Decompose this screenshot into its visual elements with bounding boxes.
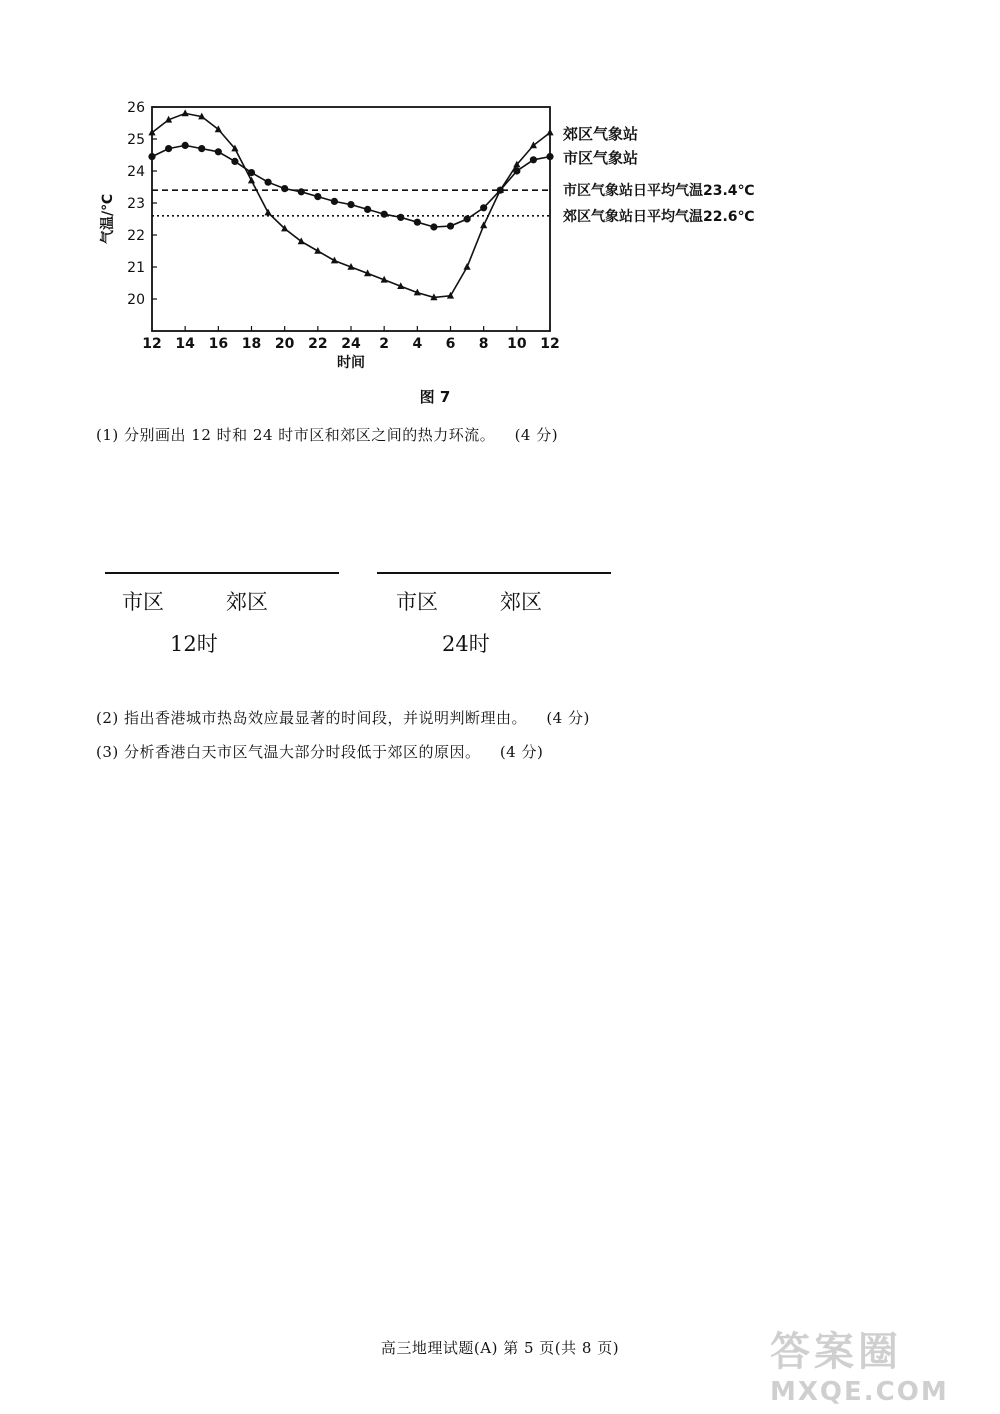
watermark-logo [770,1320,990,1410]
question-3-score: (4 分) [499,743,544,761]
series-label-1: 郊区气象站 [563,125,639,143]
question-1 [96,424,558,445]
figure-caption: 图 7 [419,388,451,406]
page-footer: 高三地理试题(A) 第 5 页(共 8 页) [380,1339,620,1357]
data-point-triangle [530,141,537,148]
reference-line-label-2: 郊区气象站日平均气温22.6℃ [563,208,755,225]
watermark-url: MXQE.COM [770,1377,949,1407]
y-tick-label: 24 [127,164,145,180]
data-point-triangle [463,263,470,270]
data-point-circle [530,156,537,163]
data-point-circle [513,167,520,174]
x-tick-label: 22 [308,336,328,352]
y-tick-label: 23 [127,196,145,212]
data-point-triangle [298,237,305,244]
data-point-circle [546,153,553,160]
question-1-score: (4 分) [514,426,559,444]
x-tick-label: 8 [478,336,489,352]
data-point-circle [314,193,321,200]
question-1-text: 分别画出 12 时和 24 时市区和郊区之间的热力环流。 [124,426,496,444]
data-point-circle [347,201,354,208]
data-point-circle [264,179,271,186]
y-tick-label: 22 [127,228,145,244]
x-tick-label: 10 [507,336,527,352]
data-point-triangle [215,125,222,132]
question-3-number: (3) [96,743,119,761]
question-2-score: (4 分) [546,709,590,727]
x-tick-label: 4 [412,336,423,352]
y-tick-label: 21 [127,260,145,276]
watermark-title: 答案圈 [770,1329,902,1375]
ground-line-12 [105,572,339,574]
reference-line-label-1: 市区气象站日平均气温23.4℃ [563,183,755,200]
data-point-triangle [264,209,271,216]
plot-frame [152,107,550,331]
data-point-triangle [182,109,189,116]
data-point-circle [430,223,437,230]
x-tick-label: 16 [208,336,229,352]
data-point-circle [215,148,222,155]
data-point-circle [198,145,205,152]
data-point-circle [248,169,255,176]
x-tick-label: 12 [142,336,162,352]
question-2-text: 指出香港城市热岛效应最显著的时间段，并说明判断理由。 [124,709,528,727]
data-point-triangle [480,221,487,228]
diagram-12-urban-label: 市区 [122,590,164,614]
x-tick-label: 24 [341,336,361,352]
x-tick-label: 14 [175,336,195,352]
data-point-triangle [248,177,255,184]
data-point-circle [148,153,155,160]
data-point-circle [497,187,504,194]
diagram-12-suburb-label: 郊区 [226,590,268,614]
question-2 [96,707,590,728]
data-point-circle [182,142,189,149]
y-tick-label: 26 [127,100,145,116]
data-point-circle [381,211,388,218]
diagram-24-time-label: 24时 [442,632,490,656]
y-tick-label: 20 [127,292,145,308]
series-line-2 [152,145,550,227]
y-tick-label: 25 [127,132,145,148]
x-tick-label: 18 [241,336,262,352]
data-point-circle [331,198,338,205]
question-3-text: 分析香港白天市区气温大部分时段低于郊区的原因。 [124,743,481,761]
data-point-circle [463,215,470,222]
y-axis-label: 气温/℃ [100,193,116,245]
question-1-number: (1) [96,426,119,444]
data-point-circle [397,214,404,221]
x-tick-label: 6 [445,336,456,352]
series-label-2: 市区气象站 [563,149,639,167]
question-2-number: (2) [96,709,119,727]
data-point-circle [447,222,454,229]
diagram-24-urban-label: 市区 [396,590,438,614]
data-point-circle [364,206,371,213]
x-tick-label: 2 [379,336,390,352]
data-point-circle [414,219,421,226]
temperature-chart [95,95,795,380]
ground-line-24 [377,572,611,574]
diagram-24-suburb-label: 郊区 [500,590,542,614]
diagram-12-time-label: 12时 [170,632,218,656]
question-3 [96,741,543,762]
data-point-circle [281,185,288,192]
x-tick-label: 12 [540,336,560,352]
data-point-circle [165,145,172,152]
data-point-triangle [546,129,553,136]
data-point-circle [298,188,305,195]
x-axis-label: 时间 [337,355,365,371]
data-point-circle [231,158,238,165]
data-point-circle [480,204,487,211]
x-tick-label: 20 [274,336,295,352]
data-point-triangle [148,129,155,136]
